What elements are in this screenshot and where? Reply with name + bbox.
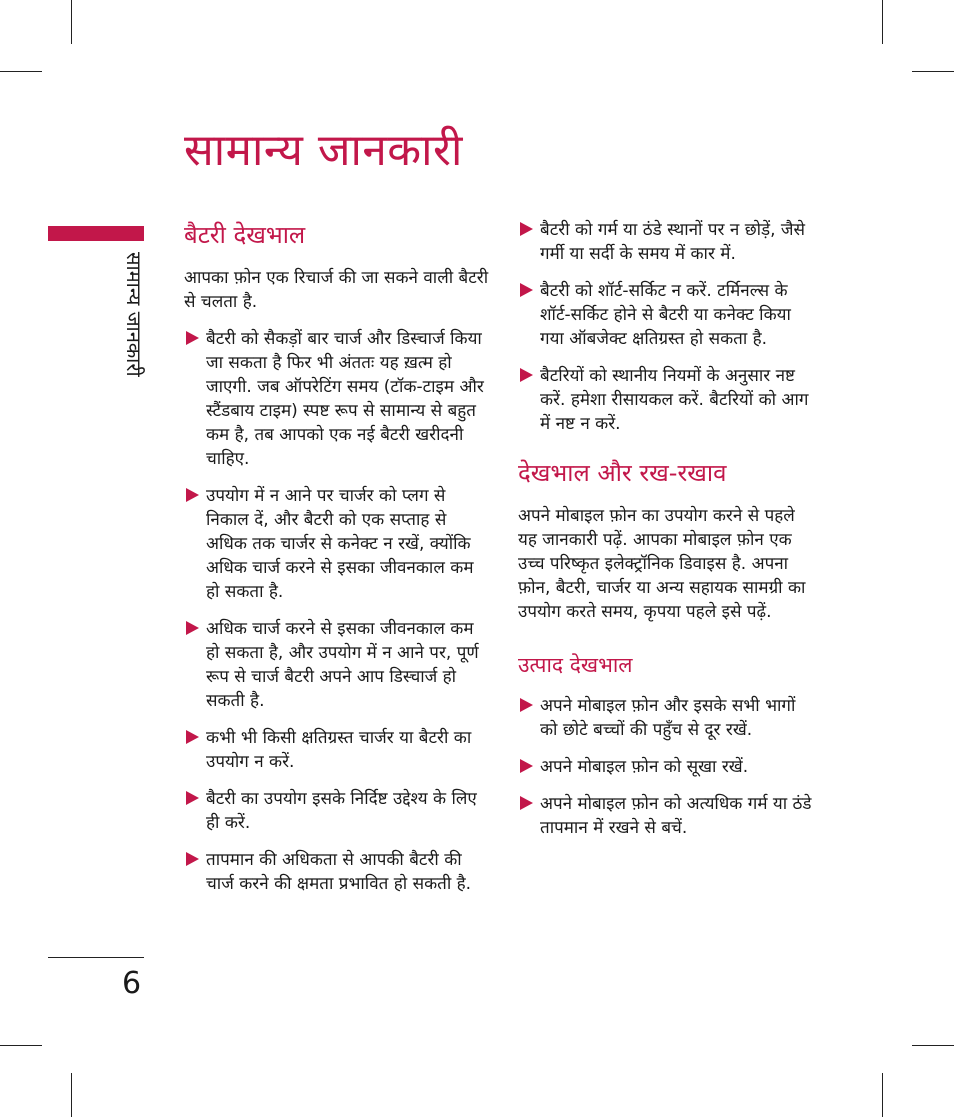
list-item	[518, 694, 818, 742]
crop-mark-bottom-left	[71, 1073, 72, 1117]
list-item	[518, 792, 818, 840]
battery-list-continued	[518, 218, 818, 436]
care-intro: अपने मोबाइल फ़ोन का उपयोग करने से पहले यह जानकारी पढ़ें. आपका मोबाइल फ़ोन एक उच्च परिष्कृत इलेक्ट्रॉनिक डिवाइस है. अपना फ़ोन, बैटरी, चार्जर या अन्य सहायक सामग्री का उपयोग करते समय, कृपया पहले इसे पढ़ें.	[518, 506, 806, 622]
section-side-label: सामान्य जानकारी	[122, 252, 146, 377]
list-item	[518, 218, 818, 266]
triangle-right-icon	[186, 730, 199, 744]
crop-mark-bottom-left-h	[0, 1045, 42, 1046]
triangle-right-icon	[520, 759, 533, 773]
triangle-right-icon	[520, 283, 533, 297]
list-item	[184, 327, 490, 471]
triangle-right-icon	[520, 222, 533, 236]
triangle-right-icon	[186, 488, 199, 502]
list-item-text: बैटरी को गर्म या ठंडे स्थानों पर न छोड़ें, जैसे गर्मी या सर्दी के समय में कार में.	[540, 220, 806, 264]
list-item-text: अपने मोबाइल फ़ोन को सूखा रखें.	[540, 757, 749, 777]
list-item	[518, 279, 818, 351]
list-item-text: कभी भी किसी क्षतिग्रस्त चार्जर या बैटरी का उपयोग न करें.	[206, 728, 472, 772]
triangle-right-icon	[520, 698, 533, 712]
right-column	[518, 218, 818, 860]
triangle-right-icon	[186, 791, 199, 805]
list-item-text: अधिक चार्ज करने से इसका जीवनकाल कम हो सकता है, और उपयोग में न आने पर, पूर्ण रूप से चार्ज बैटरी अपने आप डिस्चार्ज हो सकती है.	[206, 619, 479, 711]
product-care-heading: उत्पाद देखभाल	[518, 653, 633, 677]
triangle-right-icon	[520, 796, 533, 810]
page-title: सामान्य जानकारी	[184, 125, 463, 176]
battery-intro: आपका फ़ोन एक रिचार्ज की जा सकने वाली बैटरी से चलता है.	[184, 268, 489, 312]
page-number: 6	[122, 966, 142, 1001]
list-item	[518, 364, 818, 436]
crop-mark-bottom-right	[882, 1073, 883, 1117]
list-item-text: उपयोग में न आने पर चार्जर को प्लग से निकाल दें, और बैटरी को एक सप्ताह से अधिक तक चार्जर से कनेक्ट न रखें, क्योंकि अधिक चार्ज करने से इसका जीवनकाल कम हो सकता है.	[206, 486, 474, 602]
triangle-right-icon	[186, 331, 199, 345]
list-item	[184, 726, 490, 774]
battery-care-heading: बैटरी देखभाल	[184, 221, 306, 249]
list-item	[184, 617, 490, 713]
crop-mark-bottom-right-h	[912, 1045, 954, 1046]
list-item-text: बैटरी का उपयोग इसके निर्दिष्ट उद्देश्य के लिए ही करें.	[206, 789, 477, 833]
care-maintenance-heading: देखभाल और रख-रखाव	[518, 459, 727, 487]
crop-mark-top-right	[882, 0, 883, 44]
list-item-text: बैटरी को सैकड़ों बार चार्ज और डिस्चार्ज किया जा सकता है फिर भी अंततः यह ख़त्म हो जाएगी. जब ऑपरेटिंग समय (टॉक-टाइम और स्टैंडबाय टाइम) स्पष्ट रूप से सामान्य से बहुत कम है, तब आपको एक नई बैटरी खरीदनी चाहिए.	[206, 329, 484, 469]
list-item-text: बैटरियों को स्थानीय नियमों के अनुसार नष्ट करें. हमेशा रीसायकल करें. बैटरियों को आग में नष्ट न करें.	[540, 366, 809, 434]
list-item-text: अपने मोबाइल फ़ोन को अत्यधिक गर्म या ठंडे तापमान में रखने से बचें.	[540, 794, 812, 838]
list-item-text: बैटरी को शॉर्ट-सर्किट न करें. टर्मिनल्स के शॉर्ट-सर्किट होने से बैटरी या कनेक्ट किया गया ऑबजेक्ट क्षतिग्रस्त हो सकता है.	[540, 281, 791, 349]
product-list	[518, 694, 818, 840]
battery-list	[184, 327, 490, 896]
list-item	[184, 848, 490, 896]
triangle-right-icon	[520, 368, 533, 382]
section-tab-bar	[48, 226, 144, 241]
list-item	[518, 755, 818, 779]
list-item-text: अपने मोबाइल फ़ोन और इसके सभी भागों को छोटे बच्चों की पहुँच से दूर रखें.	[540, 696, 796, 740]
crop-mark-top-left	[71, 0, 72, 44]
left-column	[184, 218, 490, 916]
page-number-rule	[48, 957, 144, 958]
crop-mark-top-right-h	[912, 71, 954, 72]
triangle-right-icon	[186, 621, 199, 635]
triangle-right-icon	[186, 852, 199, 866]
crop-mark-top-left-h	[0, 71, 42, 72]
list-item-text: तापमान की अधिकता से आपकी बैटरी की चार्ज करने की क्षमता प्रभावित हो सकती है.	[206, 850, 472, 894]
list-item	[184, 484, 490, 604]
list-item	[184, 787, 490, 835]
